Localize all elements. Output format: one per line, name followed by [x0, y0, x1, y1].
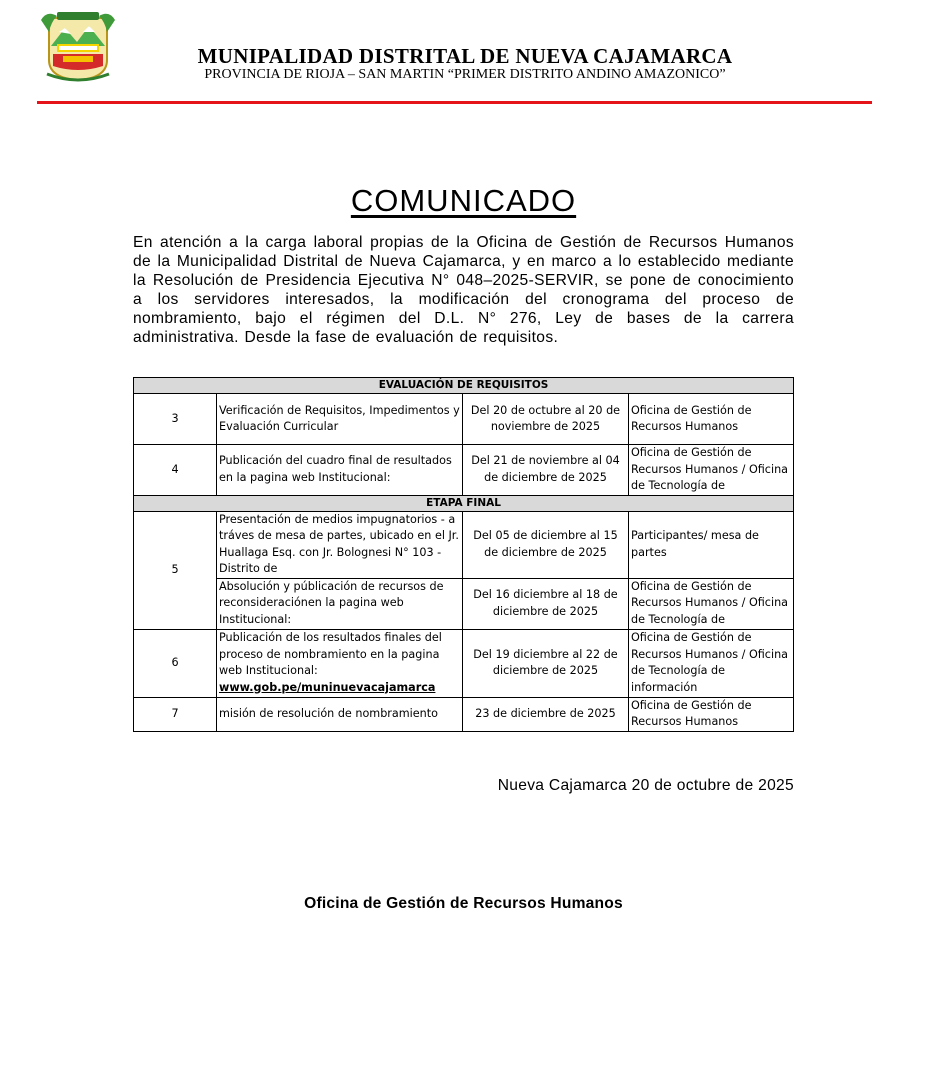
notice-body: En atención a la carga laboral propias de la Oficina de Gestión de Recursos Humanos de la Municipalidad Distrital de Nueva Cajamarca, y en marco a lo establecido mediante la Resolución de Presidencia Ejecutiva N° 048–2025-SERVIR, se pone de conocimiento a los servidores interesados, la modificación del cronograma del proceso de nombramiento, bajo el régimen del D.L. N° 276, Ley de bases de la carrera administrativa. Desde la fase de evaluación de requisitos.	[133, 234, 794, 346]
row-dates: Del 19 diciembre al 22 de diciembre de 2025	[463, 629, 629, 697]
notice-title: COMUNICADO	[350, 183, 577, 218]
row-dates: Del 05 de diciembre al 15 de diciembre de 2025	[463, 511, 629, 578]
website-link[interactable]: www.gob.pe/muninuevacajamarca	[219, 680, 436, 694]
signing-office: Oficina de Gestión de Recursos Humanos	[304, 895, 623, 912]
section-header	[134, 378, 794, 394]
section-title: ETAPA FINAL	[134, 495, 794, 511]
table-row	[134, 511, 794, 578]
row-activity: Presentación de medios impugnatorios - a tráves de mesa de partes, ubicado en el Jr. Huallaga Esq. con Jr. Bolognesi N° 103 - Distrito de	[217, 511, 463, 578]
row-activity: Absolución y públicación de recursos de reconsideraciónen la pagina web Institucional:	[217, 578, 463, 629]
table-row	[134, 394, 794, 445]
row-responsible: Participantes/ mesa de partes	[629, 511, 794, 578]
row-number: 7	[134, 697, 217, 731]
row-number: 4	[134, 445, 217, 496]
row-dates: Del 16 diciembre al 18 de diciembre de 2025	[463, 578, 629, 629]
row-activity: misión de resolución de nombramiento	[217, 697, 463, 731]
section-header	[134, 495, 794, 511]
municipality-name: MUNIPALIDAD DISTRITAL DE NUEVA CAJAMARCA	[197, 44, 733, 68]
row-number: 5	[134, 511, 217, 629]
row-activity: Publicación de los resultados finales del proceso de nombramiento en la pagina web Institucional:	[219, 631, 442, 677]
row-dates: Del 21 de noviembre al 04 de diciembre de 2025	[463, 445, 629, 496]
row-responsible: Oficina de Gestión de Recursos Humanos / Oficina de Tecnología de	[629, 578, 794, 629]
row-number: 3	[134, 394, 217, 445]
row-activity: Publicación del cuadro final de resultados en la pagina web Institucional:	[217, 445, 463, 496]
table-row	[134, 578, 794, 629]
municipality-subtitle: PROVINCIA DE RIOJA – SAN MARTIN “PRIMER DISTRITO ANDINO AMAZONICO”	[204, 67, 726, 82]
section-title: EVALUACIÓN DE REQUISITOS	[134, 378, 794, 394]
schedule-table	[133, 377, 794, 732]
table-row	[134, 445, 794, 496]
municipal-crest-icon	[37, 8, 119, 82]
table-row	[134, 697, 794, 731]
row-responsible: Oficina de Gestión de Recursos Humanos	[629, 394, 794, 445]
row-number: 6	[134, 629, 217, 697]
header-divider	[37, 101, 872, 104]
row-responsible: Oficina de Gestión de Recursos Humanos / Oficina de Tecnología de	[629, 445, 794, 496]
row-activity: Verificación de Requisitos, Impedimentos y Evaluación Curricular	[217, 394, 463, 445]
table-row	[134, 629, 794, 697]
row-activity-cell	[217, 629, 463, 697]
row-dates: Del 20 de octubre al 20 de noviembre de 2025	[463, 394, 629, 445]
place-and-date: Nueva Cajamarca 20 de octubre de 2025	[497, 777, 794, 794]
row-dates: 23 de diciembre de 2025	[463, 697, 629, 731]
row-responsible: Oficina de Gestión de Recursos Humanos / Oficina de Tecnología de información	[629, 629, 794, 697]
row-responsible: Oficina de Gestión de Recursos Humanos	[629, 697, 794, 731]
